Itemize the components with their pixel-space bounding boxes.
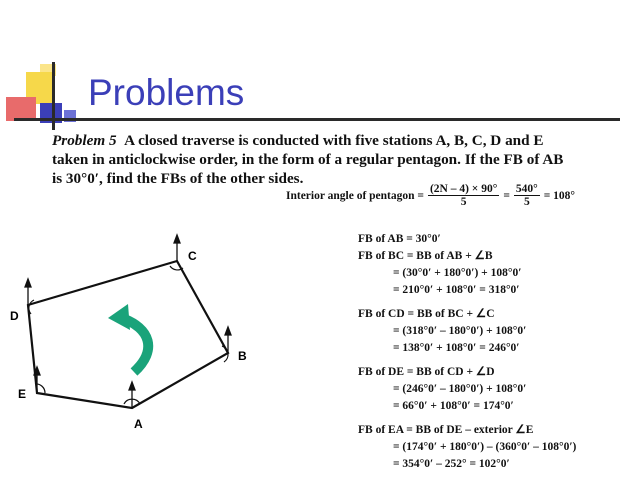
pentagon-traverse-diagram [0,210,260,450]
calc-step: = (318°0′ – 180°0′) + 108°0′ [393,325,527,337]
station-label-d: D [10,309,19,323]
problem-label: Problem 5 [52,132,117,149]
bearing-calculations [358,231,576,473]
problem-line-2: taken in anticlockwise order, in the form of a regular pentagon. If the FB of AB [52,151,564,168]
interior-angle-result: = 108° [543,189,576,202]
equals-sign: = [503,189,510,202]
calc-heading: FB of EA = BB of DE – exterior ∠E [358,424,534,436]
pentagon-outline [28,261,228,408]
calc-step: = 354°0′ – 252° = 102°0′ [393,458,510,470]
station-label-c: C [188,249,197,263]
formula-fraction-1 [428,183,499,208]
station-label-b: B [238,349,247,363]
interior-angle-label: Interior angle of pentagon = [286,189,424,202]
formula-fraction-2 [514,183,540,208]
anticlockwise-arrow-icon [108,304,148,372]
calc-gap [358,357,576,364]
problem-line-1-text: A closed traverse is conducted with five stations A, B, C, D and E [124,132,544,149]
title-horizontal-rule [14,118,620,121]
calc-gap [358,299,576,306]
calc-gap [358,415,576,422]
calc-step: = (174°0′ + 180°0′) – (360°0′ – 108°0′) [393,441,577,453]
fraction-1-denominator: 5 [460,196,467,208]
calc-heading: FB of BC = BB of AB + ∠B [358,250,493,262]
fraction-2-numerator: 540° [515,183,538,195]
calc-step: = 210°0′ + 108°0′ = 318°0′ [393,284,520,296]
calc-step: = (246°0′ – 180°0′) + 108°0′ [393,383,527,395]
calc-step: = 66°0′ + 108°0′ = 174°0′ [393,400,514,412]
interior-angle-formula [286,183,575,208]
calc-step: = 138°0′ + 108°0′ = 246°0′ [393,342,520,354]
fraction-2-denominator: 5 [523,196,530,208]
problem-statement [52,131,624,188]
calc-step: = (30°0′ + 180°0′) + 108°0′ [393,267,522,279]
calc-heading: FB of AB = 30°0′ [358,233,441,245]
station-label-a: A [134,417,143,431]
calc-heading: FB of DE = BB of CD + ∠D [358,366,495,378]
calc-heading: FB of CD = BB of BC + ∠C [358,308,495,320]
problem-line-3: is 30°0′, find the FBs of the other sides. [52,170,304,187]
slide-title: Problems [88,72,245,113]
station-label-e: E [18,387,27,401]
fraction-1-numerator: (2N – 4) × 90° [429,183,498,195]
problem-line-1 [52,131,624,150]
angle-arcs [29,266,228,404]
